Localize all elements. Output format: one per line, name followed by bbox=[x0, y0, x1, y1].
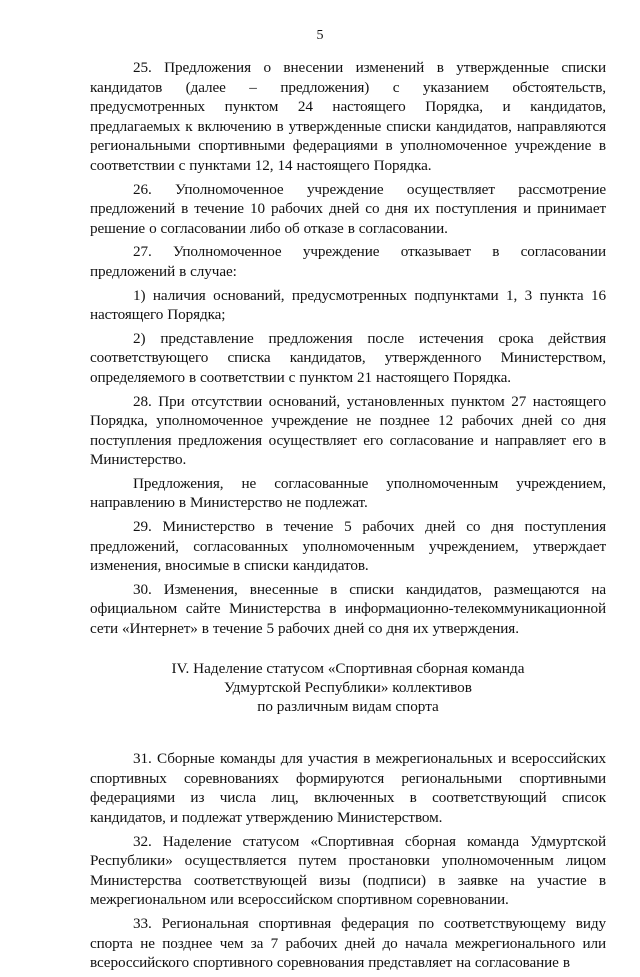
paragraph-32: 32. Наделение статусом «Спортивная сборная команда Удмуртской Республики» осуществляется путем простановки уполномоченным лицом Министерства соответствующей визы (подписи) в заявке на участие в межрегиональном или всероссийском спортивном соревновании. bbox=[90, 832, 606, 909]
section-heading-line-3: по различным видам спорта bbox=[257, 698, 439, 716]
section-heading-line-2: Удмуртской Республики» коллективов bbox=[224, 678, 472, 696]
paragraph-31: 31. Сборные команды для участия в межрегиональных и всероссийских спортивных соревнованиях формируются региональными спортивными федерациями из числа лиц, включенных в соответствующий список кандидатов, и подлежат утверждению Министерством. bbox=[90, 750, 606, 827]
paragraph-27-item-1: 1) наличия оснований, предусмотренных подпунктами 1, 3 пункта 16 настоящего Порядка; bbox=[90, 286, 606, 324]
paragraph-30: 30. Изменения, внесенные в списки кандидатов, размещаются на официальном сайте Министерства в информационно-телекоммуникационной сети «Интернет» в течение 5 рабочих дней со дня их утверждения. bbox=[90, 580, 606, 638]
section-heading-line-1: IV. Наделение статусом «Спортивная сборная команда bbox=[171, 659, 525, 677]
paragraph-29: 29. Министерство в течение 5 рабочих дней со дня поступления предложений, согласованных уполномоченным учреждением, утверждает изменения, вносимые в списки кандидатов. bbox=[90, 518, 606, 575]
paragraph-27: 27. Уполномоченное учреждение отказывает в согласовании предложений в случае: bbox=[90, 243, 606, 280]
page-number: 5 bbox=[316, 28, 324, 43]
paragraph-28-note: Предложения, не согласованные уполномоченным учреждением, направлению в Министерство не подлежат. bbox=[90, 474, 606, 512]
section-heading bbox=[90, 659, 606, 717]
paragraph-28: 28. При отсутствии оснований, установленных пунктом 27 настоящего Порядка, уполномоченное учреждение не позднее 12 рабочих дней со дня поступления предложения осуществляет его согласование и направляет его в Министерство. bbox=[90, 392, 606, 469]
paragraph-27-item-2: 2) представление предложения после истечения срока действия соответствующего списка кандидатов, утвержденного Министерством, определяемого в соответствии с пунктом 21 настоящего Порядка. bbox=[90, 329, 606, 386]
paragraph-33: 33. Региональная спортивная федерация по соответствующему виду спорта не позднее чем за 7 рабочих дней до начала межрегионального или всероссийского спортивного соревнования представляет на согласование в bbox=[90, 914, 606, 972]
paragraph-26: 26. Уполномоченное учреждение осуществляет рассмотрение предложений в течение 10 рабочих дней со дня их поступления и принимает решение о согласовании либо об отказе в согласовании. bbox=[90, 180, 606, 237]
paragraph-25: 25. Предложения о внесении изменений в утвержденные списки кандидатов (далее – предложения) с указанием обстоятельств, предусмотренных пунктом 24 настоящего Порядка, и кандидатов, предлагаемых к включению в утвержденные списки кандидатов, направляются региональными спортивными федерациями в уполномоченное учреждение в соответствии с пунктами 12, 14 настоящего Порядка. bbox=[90, 59, 606, 174]
document-body bbox=[90, 58, 606, 977]
